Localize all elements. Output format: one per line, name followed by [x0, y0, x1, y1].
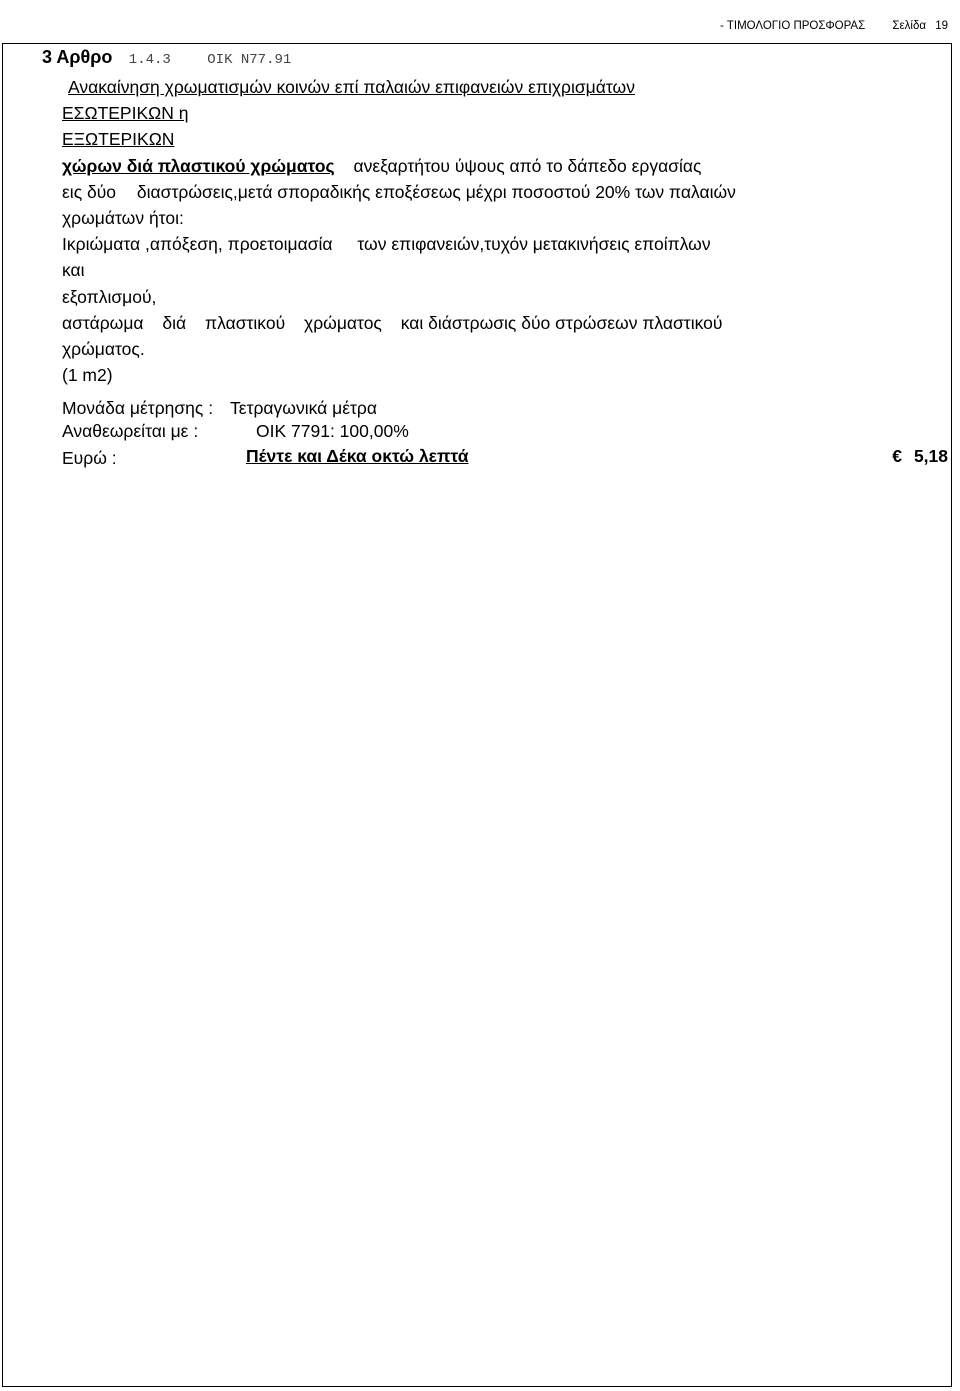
description-line-10b: διά [162, 312, 187, 333]
article-heading [42, 47, 291, 68]
description-line-5b: διαστρώσεις,μετά σποραδικής εποξέσεως μέχρι ποσοστού 20% των παλαιών [136, 181, 736, 202]
revised-value: ΟΙΚ 7791: 100,00% [256, 421, 409, 441]
title-line-2: ΕΣΩΤΕΡΙΚΩΝ η [62, 103, 189, 124]
description-line-7b: των επιφανειών,τυχόν μετακινήσεις εποίπλων [357, 234, 711, 255]
description-line-12: (1 m2) [62, 365, 113, 386]
description-line-10d: χρώματος [304, 312, 382, 333]
page-label: Σελίδα [892, 20, 926, 32]
title-line-1: Ανακαίνηση χρωματισμών κοινών επί παλαιών επιφανειών επιχρισμάτων [68, 77, 635, 97]
article-ref: ΟΙΚ Ν77.91 [207, 52, 292, 68]
title-line-4: χώρων διά πλαστικού χρώματος [62, 155, 335, 176]
description-line-10c: πλαστικού [205, 312, 286, 333]
description-line-6: χρωμάτων ήτοι: [62, 208, 184, 229]
price-row [62, 446, 948, 472]
description-line-11: χρώματος. [62, 339, 145, 360]
article-label: 3 Αρθρο [42, 47, 113, 67]
description-line-10e: και διάστρωσις δύο στρώσεων πλαστικού [400, 312, 723, 333]
price-amount-group [892, 446, 948, 467]
measurement-info [62, 397, 409, 443]
document-title: - ΤΙΜΟΛΟΓΙΟ ΠΡΟΣΦΟΡΑΣ [720, 20, 866, 32]
description-line-10a: αστάρωμα [62, 312, 144, 333]
description-line-7a: Ικριώματα ,απόξεση, προετοιμασία [62, 234, 333, 255]
price-in-words: Πέντε και Δέκα οκτώ λεπτά [246, 446, 469, 466]
description-line-5a: εις δύο [62, 181, 117, 202]
description-line-4-rest: ανεξαρτήτου ύψους από το δάπεδο εργασίας [353, 155, 702, 176]
title-line-3: ΕΞΩΤΕΡΙΚΩΝ [62, 129, 175, 150]
description-line-9: εξοπλισμού, [62, 286, 157, 307]
euro-icon: € [892, 446, 902, 466]
price-amount: 5,18 [913, 446, 948, 466]
article-description [62, 74, 922, 388]
page-header [720, 20, 948, 32]
unit-label: Μονάδα μέτρησης : [62, 398, 214, 418]
article-code: 1.4.3 [128, 52, 171, 68]
revised-label: Αναθεωρείται με : [62, 421, 199, 441]
unit-value: Τετραγωνικά μέτρα [230, 398, 377, 418]
page-number: 19 [935, 20, 948, 32]
description-line-8: και [62, 260, 85, 281]
currency-label: Ευρώ : [62, 448, 117, 468]
